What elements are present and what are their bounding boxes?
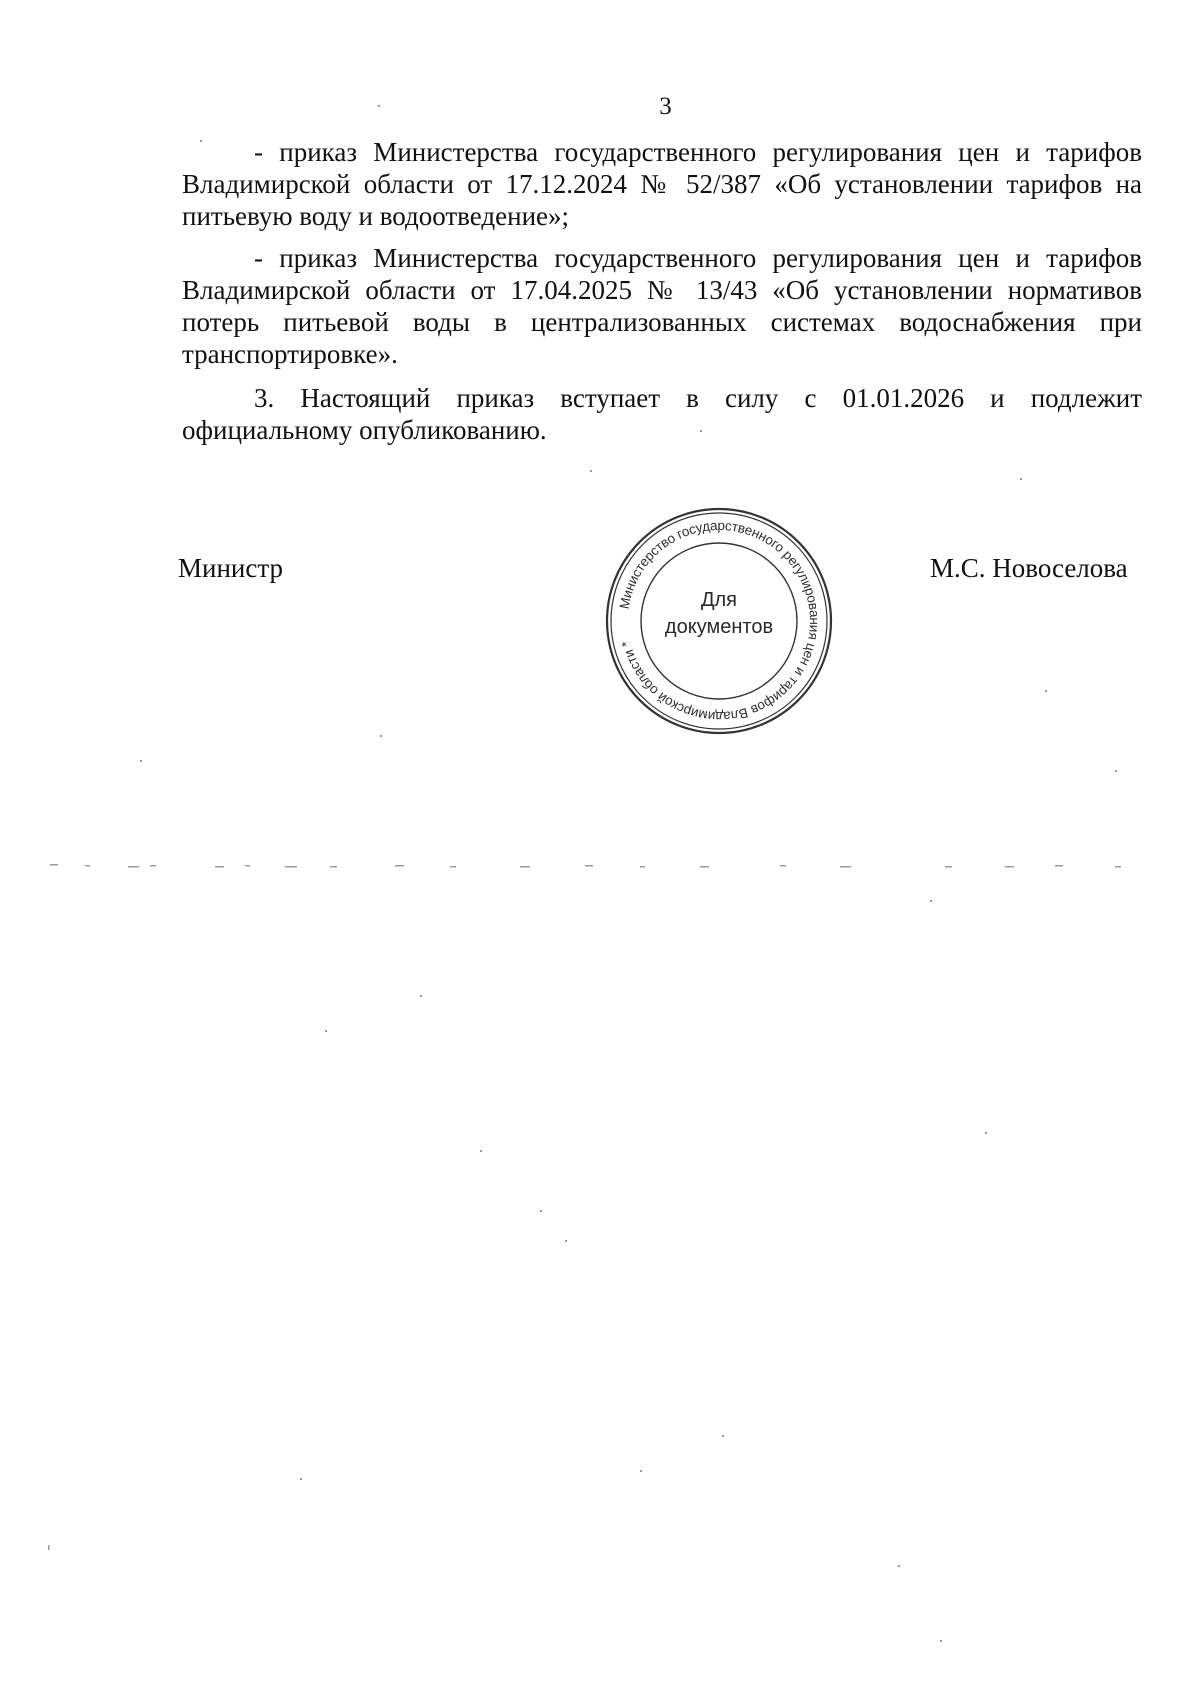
- paragraph-effective-date: 3. Настоящий приказ вступает в силу с 01.01.2026 и подлежит официальному опубликованию.: [182, 383, 1142, 445]
- signer-name: М.С. Новоселова: [930, 553, 1128, 583]
- seal-ring-text: Министерство государственного регулирования цен и тарифов Владимирской области *: [616, 517, 823, 725]
- official-seal: [602, 504, 836, 738]
- seal-center-line-1: Для: [700, 589, 738, 611]
- signer-position: Министр: [178, 553, 283, 583]
- seal-center-text: [602, 587, 836, 641]
- seal-center-line-2: документов: [664, 616, 774, 638]
- paragraph-order-tariffs: - приказ Министерства государственного регулирования цен и тарифов Владимирской области от 17.12.2024 № 52/387 «Об установлении тарифов на питьевую воду и водоотведение»;: [182, 137, 1142, 231]
- paragraph-order-losses: - приказ Министерства государственного регулирования цен и тарифов Владимирской области от 17.04.2025 № 13/43 «Об установлении нормативов потерь питьевой воды в централизованных системах водоснабжения при транспортировке».: [182, 243, 1142, 369]
- page-number: 3: [659, 93, 672, 120]
